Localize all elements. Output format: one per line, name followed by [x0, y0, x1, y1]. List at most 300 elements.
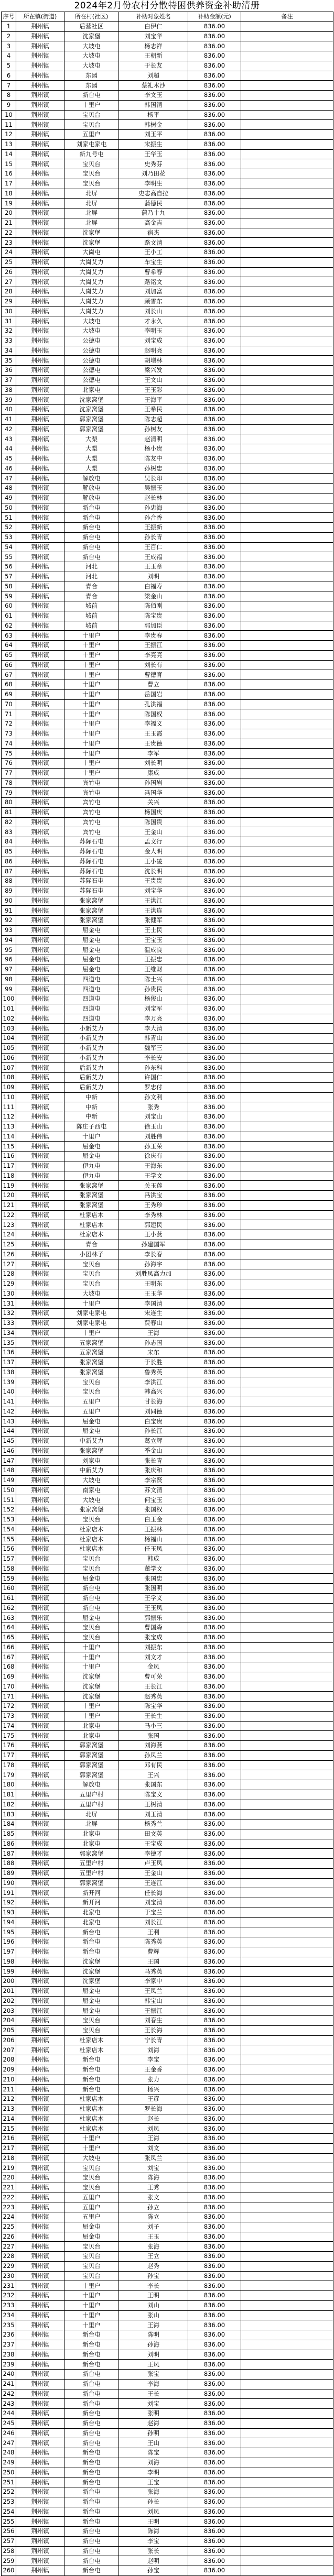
cell-village: 新台屯: [64, 2399, 119, 2409]
table-row: [2, 552, 333, 562]
cell-name: 王海: [119, 2134, 188, 2144]
cell-index: 47: [2, 474, 16, 484]
cell-index: 254: [2, 2507, 16, 2517]
cell-index: 188: [2, 1859, 16, 1869]
cell-village: 十里户: [64, 1642, 119, 1652]
cell-remark: [241, 100, 333, 110]
cell-amount: 836.00: [188, 719, 241, 729]
cell-name: 赵秀英: [119, 1692, 188, 1702]
cell-town: 荆州镇: [16, 778, 64, 788]
cell-town: 荆州镇: [16, 1377, 64, 1387]
cell-village: 张家窝堡: [64, 906, 119, 916]
cell-town: 荆州镇: [16, 2271, 64, 2281]
cell-remark: [241, 1456, 333, 1466]
cell-name: 孙玉荣: [119, 1142, 188, 1152]
cell-name: 刘超: [119, 71, 188, 81]
cell-index: 251: [2, 2478, 16, 2487]
cell-remark: [241, 2517, 333, 2527]
cell-index: 36: [2, 366, 16, 376]
cell-name: 郭建民: [119, 1220, 188, 1230]
cell-village: 新台屯: [64, 2085, 119, 2095]
cell-remark: [241, 1770, 333, 1780]
table-row: [2, 2389, 333, 2399]
cell-amount: 836.00: [188, 2310, 241, 2320]
cell-remark: [241, 41, 333, 51]
cell-name: 王海: [119, 1328, 188, 1338]
cell-index: 179: [2, 1770, 16, 1780]
cell-village: 大梨: [64, 434, 119, 444]
cell-village: 河北: [64, 562, 119, 572]
cell-village: 十里户: [64, 719, 119, 729]
cell-village: 屈金屯: [64, 1996, 119, 2006]
cell-index: 152: [2, 1505, 16, 1515]
cell-remark: [241, 1996, 333, 2006]
cell-amount: 836.00: [188, 1122, 241, 1132]
cell-amount: 836.00: [188, 1092, 241, 1102]
cell-name: 刘胜伟: [119, 1132, 188, 1142]
cell-remark: [241, 1986, 333, 1996]
cell-name: 卢玉凤: [119, 1859, 188, 1869]
table-row: [2, 749, 333, 759]
table-row: [2, 1917, 333, 1927]
cell-town: 荆州镇: [16, 2360, 64, 2370]
cell-town: 荆州镇: [16, 1191, 64, 1201]
cell-name: 陈志超: [119, 414, 188, 424]
table-row: [2, 1721, 333, 1731]
cell-name: 王玉霞: [119, 729, 188, 739]
table-row: [2, 1977, 333, 1987]
table-row: [2, 1171, 333, 1181]
cell-index: 38: [2, 385, 16, 395]
cell-index: 67: [2, 670, 16, 680]
cell-name: 宁长青: [119, 2035, 188, 2045]
cell-name: 赵明: [119, 2556, 188, 2566]
table-row: [2, 1800, 333, 1810]
cell-village: 新台屯: [64, 91, 119, 101]
cell-village: 杜家店木: [64, 1210, 119, 1220]
cell-town: 荆州镇: [16, 1780, 64, 1790]
cell-name: 关玉莲: [119, 1181, 188, 1191]
cell-index: 78: [2, 778, 16, 788]
cell-remark: [241, 1004, 333, 1014]
cell-name: 张海: [119, 2487, 188, 2497]
cell-name: 王凤兰: [119, 1986, 188, 1996]
cell-town: 荆州镇: [16, 2183, 64, 2193]
cell-village: 宾竹屯: [64, 807, 119, 817]
cell-village: 北家屯: [64, 1917, 119, 1927]
cell-remark: [241, 149, 333, 159]
cell-remark: [241, 1662, 333, 1672]
cell-remark: [241, 1819, 333, 1829]
cell-village: 十里户: [64, 1702, 119, 1712]
cell-amount: 836.00: [188, 1996, 241, 2006]
cell-amount: 836.00: [188, 847, 241, 857]
cell-amount: 836.00: [188, 2507, 241, 2517]
cell-index: 209: [2, 2065, 16, 2075]
cell-remark: [241, 1800, 333, 1810]
cell-name: 白玉金: [119, 1515, 188, 1525]
cell-village: 郭家窝堡: [64, 1750, 119, 1760]
cell-remark: [241, 1534, 333, 1544]
cell-amount: 836.00: [188, 287, 241, 297]
cell-amount: 836.00: [188, 582, 241, 591]
cell-town: 荆州镇: [16, 896, 64, 906]
table-row: [2, 984, 333, 994]
cell-name: 李明玉: [119, 326, 188, 336]
table-row: [2, 2428, 333, 2438]
table-row: [2, 2281, 333, 2291]
cell-town: 荆州镇: [16, 484, 64, 494]
cell-amount: 836.00: [188, 670, 241, 680]
cell-village: 宝贝台: [64, 169, 119, 179]
cell-town: 荆州镇: [16, 807, 64, 817]
cell-name: 魏军三: [119, 1043, 188, 1053]
cell-name: 杨俊山: [119, 994, 188, 1004]
table-row: [2, 1632, 333, 1642]
cell-index: 183: [2, 1810, 16, 1819]
table-row: [2, 51, 333, 61]
cell-remark: [241, 886, 333, 896]
cell-amount: 836.00: [188, 2242, 241, 2252]
cell-village: 张家窝堡: [64, 1357, 119, 1367]
table-row: [2, 2202, 333, 2212]
table-row: [2, 277, 333, 287]
cell-remark: [241, 2418, 333, 2428]
cell-name: 王长: [119, 2389, 188, 2399]
cell-amount: 836.00: [188, 1505, 241, 1515]
table-row: [2, 601, 333, 611]
cell-remark: [241, 1613, 333, 1623]
cell-index: 235: [2, 2320, 16, 2330]
cell-village: 苏际石屯: [64, 847, 119, 857]
cell-name: 李德才: [119, 1849, 188, 1859]
cell-name: 张国: [119, 1731, 188, 1741]
cell-index: 2: [2, 31, 16, 41]
table-row: [2, 110, 333, 120]
cell-town: 荆州镇: [16, 1436, 64, 1446]
cell-name: 曹立: [119, 680, 188, 690]
cell-name: 陈宝华: [119, 1702, 188, 1712]
cell-index: 114: [2, 1132, 16, 1142]
cell-village: 宝贝台: [64, 1279, 119, 1289]
cell-village: 宝贝台: [64, 2016, 119, 2026]
cell-amount: 836.00: [188, 984, 241, 994]
cell-amount: 836.00: [188, 1357, 241, 1367]
cell-name: 刘胜凤高力加: [119, 1269, 188, 1279]
cell-index: 195: [2, 1927, 16, 1937]
cell-name: 王洪连: [119, 906, 188, 916]
cell-name: 王希民: [119, 405, 188, 415]
cell-amount: 836.00: [188, 1534, 241, 1544]
table-row: [2, 297, 333, 306]
cell-index: 61: [2, 611, 16, 621]
cell-village: 大坡屯: [64, 1289, 119, 1299]
cell-remark: [241, 1927, 333, 1937]
cell-index: 3: [2, 41, 16, 51]
cell-remark: [241, 1917, 333, 1927]
cell-village: 大崗艾力: [64, 267, 119, 277]
cell-index: 186: [2, 1839, 16, 1849]
table-row: [2, 582, 333, 591]
cell-town: 荆州镇: [16, 1613, 64, 1623]
cell-amount: 836.00: [188, 867, 241, 876]
cell-index: 245: [2, 2418, 16, 2428]
cell-village: 沈家堡: [64, 1682, 119, 1692]
cell-index: 151: [2, 1495, 16, 1505]
table-row: [2, 1132, 333, 1142]
cell-name: 王金香: [119, 2065, 188, 2075]
cell-index: 175: [2, 1731, 16, 1741]
table-row: [2, 1682, 333, 1692]
cell-village: 大梨: [64, 444, 119, 454]
cell-amount: 836.00: [188, 2075, 241, 2085]
cell-amount: 836.00: [188, 2035, 241, 2045]
table-row: [2, 1829, 333, 1839]
table-row: [2, 2536, 333, 2546]
cell-remark: [241, 405, 333, 415]
cell-index: 173: [2, 1711, 16, 1721]
cell-amount: 836.00: [188, 739, 241, 749]
cell-amount: 836.00: [188, 1917, 241, 1927]
cell-amount: 836.00: [188, 689, 241, 699]
table-row: [2, 1564, 333, 1574]
cell-amount: 836.00: [188, 1063, 241, 1073]
cell-village: 五家窝堡: [64, 1338, 119, 1348]
cell-amount: 836.00: [188, 1397, 241, 1407]
table-row: [2, 1731, 333, 1741]
cell-remark: [241, 1200, 333, 1210]
cell-amount: 836.00: [188, 650, 241, 660]
cell-remark: [241, 306, 333, 316]
cell-index: 39: [2, 395, 16, 405]
cell-village: 城前: [64, 621, 119, 631]
table-row: [2, 935, 333, 945]
cell-town: 荆州镇: [16, 964, 64, 974]
cell-village: 北屏: [64, 218, 119, 228]
cell-amount: 836.00: [188, 444, 241, 454]
cell-name: 陈立: [119, 2212, 188, 2222]
cell-amount: 836.00: [188, 1662, 241, 1672]
cell-town: 荆州镇: [16, 1485, 64, 1495]
cell-town: 荆州镇: [16, 739, 64, 749]
cell-index: 111: [2, 1102, 16, 1112]
cell-index: 258: [2, 2546, 16, 2556]
cell-village: 大崗艾力: [64, 297, 119, 306]
cell-index: 185: [2, 1829, 16, 1839]
table-row: [2, 2300, 333, 2310]
cell-amount: 836.00: [188, 562, 241, 572]
table-row: [2, 2212, 333, 2222]
cell-index: 71: [2, 709, 16, 719]
cell-name: 高金吉: [119, 218, 188, 228]
table-row: [2, 1780, 333, 1790]
cell-index: 18: [2, 189, 16, 199]
cell-name: 王玉: [119, 2232, 188, 2242]
cell-town: 荆州镇: [16, 375, 64, 385]
cell-name: 孙忠海: [119, 503, 188, 513]
cell-index: 69: [2, 689, 16, 699]
table-row: [2, 2399, 333, 2409]
cell-village: 北屏: [64, 199, 119, 209]
cell-index: 246: [2, 2428, 16, 2438]
cell-remark: [241, 964, 333, 974]
cell-amount: 836.00: [188, 484, 241, 494]
cell-index: 72: [2, 719, 16, 729]
cell-index: 193: [2, 1908, 16, 1917]
cell-village: 青合: [64, 582, 119, 591]
cell-index: 253: [2, 2497, 16, 2507]
table-row: [2, 1004, 333, 1014]
cell-town: 荆州镇: [16, 2418, 64, 2428]
cell-name: 张文: [119, 2193, 188, 2202]
cell-amount: 836.00: [188, 1495, 241, 1505]
cell-index: 85: [2, 847, 16, 857]
cell-remark: [241, 1122, 333, 1132]
cell-amount: 836.00: [188, 209, 241, 218]
cell-remark: [241, 1082, 333, 1092]
cell-index: 76: [2, 759, 16, 769]
cell-name: 刘玉清: [119, 1810, 188, 1819]
table-row: [2, 228, 333, 238]
cell-town: 荆州镇: [16, 1142, 64, 1152]
cell-village: 沈家堡: [64, 1957, 119, 1967]
cell-amount: 836.00: [188, 1387, 241, 1397]
cell-village: 十里户: [64, 739, 119, 749]
cell-index: 9: [2, 100, 16, 110]
cell-village: 郭家窝堡: [64, 1760, 119, 1770]
cell-village: 宝贝台: [64, 2183, 119, 2193]
cell-index: 57: [2, 572, 16, 582]
cell-index: 237: [2, 2340, 16, 2350]
cell-town: 荆州镇: [16, 1702, 64, 1712]
cell-amount: 836.00: [188, 611, 241, 621]
cell-index: 260: [2, 2566, 16, 2576]
cell-remark: [241, 1357, 333, 1367]
cell-village: 刘家屯家屯: [64, 1309, 119, 1319]
cell-name: 刘明: [119, 572, 188, 582]
cell-remark: [241, 994, 333, 1004]
table-row: [2, 2124, 333, 2134]
cell-remark: [241, 768, 333, 778]
table-row: [2, 2153, 333, 2163]
cell-town: 荆州镇: [16, 1299, 64, 1309]
cell-name: 王明东: [119, 1279, 188, 1289]
cell-name: 孟文行: [119, 837, 188, 847]
cell-town: 荆州镇: [16, 1043, 64, 1053]
cell-name: 王金山: [119, 827, 188, 837]
table-row: [2, 1790, 333, 1800]
cell-index: 150: [2, 1485, 16, 1495]
cell-index: 238: [2, 2350, 16, 2360]
cell-town: 荆州镇: [16, 2556, 64, 2566]
cell-index: 79: [2, 788, 16, 798]
cell-index: 201: [2, 1986, 16, 1996]
cell-name: 王秀: [119, 2183, 188, 2193]
cell-remark: [241, 1750, 333, 1760]
cell-index: 24: [2, 248, 16, 258]
cell-village: 宝贝台: [64, 1269, 119, 1279]
cell-remark: [241, 1868, 333, 1878]
cell-name: 李万亮: [119, 1014, 188, 1024]
cell-village: 沈家堡: [64, 228, 119, 238]
cell-amount: 836.00: [188, 1181, 241, 1191]
cell-town: 荆州镇: [16, 935, 64, 945]
table-row: [2, 454, 333, 464]
cell-name: 孙长: [119, 2497, 188, 2507]
cell-remark: [241, 110, 333, 120]
cell-town: 荆州镇: [16, 2065, 64, 2075]
cell-village: 宾竹屯: [64, 798, 119, 808]
cell-remark: [241, 552, 333, 562]
cell-remark: [241, 1024, 333, 1034]
cell-town: 荆州镇: [16, 876, 64, 886]
cell-town: 荆州镇: [16, 1868, 64, 1878]
cell-name: 李长春: [119, 1249, 188, 1259]
cell-amount: 836.00: [188, 532, 241, 542]
cell-town: 荆州镇: [16, 2134, 64, 2144]
table-row: [2, 778, 333, 788]
cell-town: 荆州镇: [16, 248, 64, 258]
cell-town: 荆州镇: [16, 2458, 64, 2468]
cell-amount: 836.00: [188, 2006, 241, 2016]
cell-town: 荆州镇: [16, 1534, 64, 1544]
cell-remark: [241, 1289, 333, 1299]
cell-town: 荆州镇: [16, 788, 64, 798]
cell-name: 张国东: [119, 1780, 188, 1790]
cell-village: 四道屯: [64, 984, 119, 994]
cell-amount: 836.00: [188, 1132, 241, 1142]
cell-name: 王洪江: [119, 896, 188, 906]
table-row: [2, 2438, 333, 2448]
cell-amount: 836.00: [188, 1318, 241, 1328]
cell-remark: [241, 51, 333, 61]
table-row: [2, 1525, 333, 1534]
cell-remark: [241, 395, 333, 405]
cell-village: 十里户: [64, 749, 119, 759]
cell-remark: [241, 366, 333, 376]
cell-index: 180: [2, 1780, 16, 1790]
cell-town: 荆州镇: [16, 159, 64, 169]
cell-amount: 836.00: [188, 1053, 241, 1063]
cell-remark: [241, 21, 333, 31]
cell-town: 荆州镇: [16, 641, 64, 651]
cell-name: 罗长海: [119, 2104, 188, 2114]
cell-village: 宝贝台: [64, 2271, 119, 2281]
cell-amount: 836.00: [188, 1436, 241, 1446]
cell-town: 荆州镇: [16, 1495, 64, 1505]
cell-amount: 836.00: [188, 1171, 241, 1181]
cell-village: 宝贝台: [64, 110, 119, 120]
cell-town: 荆州镇: [16, 1839, 64, 1849]
cell-remark: [241, 2252, 333, 2262]
cell-amount: 836.00: [188, 2340, 241, 2350]
table-row: [2, 1466, 333, 1476]
table-row: [2, 130, 333, 140]
cell-name: 孙宝: [119, 2566, 188, 2576]
table-row: [2, 405, 333, 415]
table-row: [2, 356, 333, 366]
cell-village: 杜家店木: [64, 2095, 119, 2104]
cell-amount: 836.00: [188, 257, 241, 267]
table-row: [2, 434, 333, 444]
cell-town: 荆州镇: [16, 2399, 64, 2409]
cell-name: 宋振生: [119, 139, 188, 149]
cell-village: 大坡屯: [64, 1475, 119, 1485]
cell-remark: [241, 1053, 333, 1063]
table-row: [2, 513, 333, 523]
table-row: [2, 1505, 333, 1515]
cell-index: 255: [2, 2517, 16, 2527]
